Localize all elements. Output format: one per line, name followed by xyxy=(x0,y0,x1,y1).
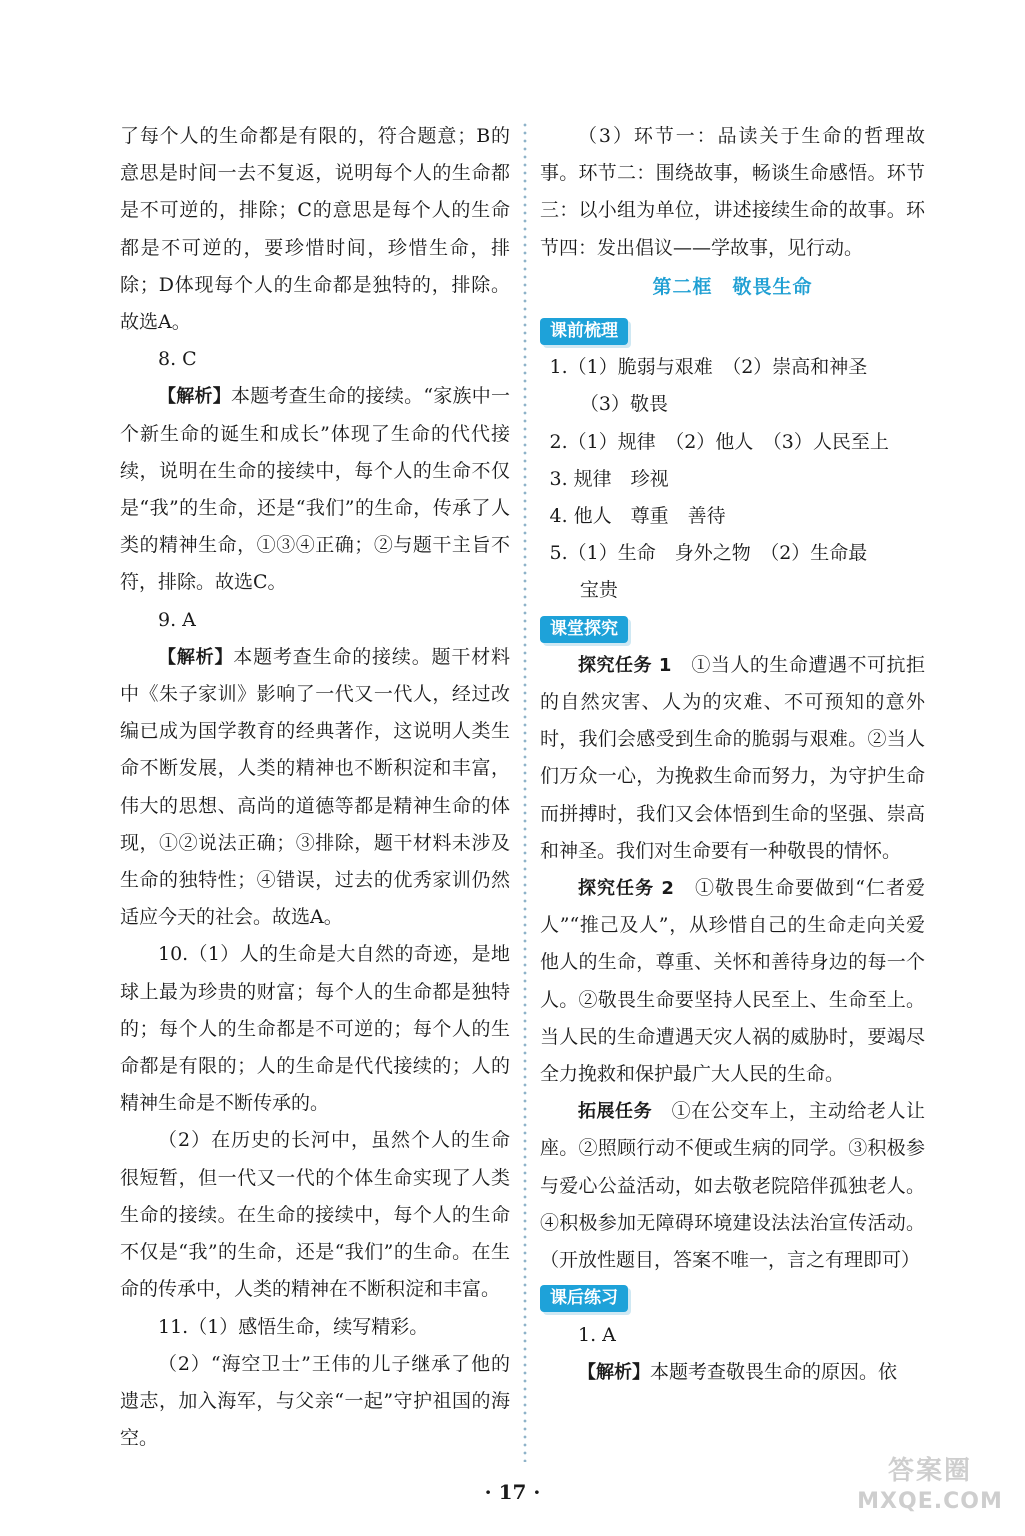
answer-11-3: （3）环节一：品读关于生命的哲理故事。环节二：围绕故事，畅谈生命感悟。环节三：以小组为单位，讲述接续生命的故事。环节四：发出倡议——学故事，见行动。 xyxy=(540,125,925,259)
post-analysis-1 xyxy=(540,1354,925,1391)
task-1-label: 探究任务 1 xyxy=(578,654,672,676)
analysis-tag: 【解析】 xyxy=(158,386,231,408)
answer-7-continued: 了每个人的生命都是有限的，符合题意；B的意思是时间一去不复返，说明每个人的生命都是不可逆的，排除；C的意思是每个人的生命都是不可逆的，要珍惜时间，珍惜生命，排除；D体现每个人的生命都是独特的，排除。故选A。 xyxy=(120,125,510,334)
left-column xyxy=(120,118,510,1457)
answer-11-2: （2）“海空卫士”王伟的儿子继承了他的遗志，加入海军，与父亲“一起”守护祖国的海空。 xyxy=(120,1352,510,1450)
analysis-9-text: 本题考查生命的接续。题干材料中《朱子家训》影响了一代又一代人，经过改编已成为国学教育的经典著作，这说明人类生命不断发展，人类的精神也不断积淀和丰富，伟大的思想、高尚的道德等都是精神生命的体现，①②说法正确；③排除，题干材料未涉及生命的独特性；④错误，过去的优秀家训仍然适应今天的社会。故选A。 xyxy=(120,645,510,929)
column-divider xyxy=(522,122,528,1462)
extension-text: ①在公交车上，主动给老人让座。②照顾行动不便或生病的同学。③积极参与爱心公益活动，如去敬老院陪伴孤独老人。④积极参加无障碍环境建设法法治宣传活动。（开放性题目，答案不唯一，言之有理即可） xyxy=(540,1100,925,1272)
answer-8: 8. C xyxy=(158,348,197,371)
badge-in-class: 课堂探究 xyxy=(540,616,628,643)
analysis-tag: 【解析】 xyxy=(578,1361,650,1383)
analysis-tag: 【解析】 xyxy=(158,646,234,668)
watermark-top: 答案圈 xyxy=(887,1456,972,1486)
task-1-text: ①当人的生命遭遇不可抗拒的自然灾害、人为的灾难、不可预知的意外时，我们会感受到生命的脆弱与艰难。②当人们万众一心，为挽救生命而努力，为守护生命而拼搏时，我们又会体悟到生命的坚强、崇高和神圣。我们对生命要有一种敬畏的情怀。 xyxy=(540,653,925,862)
badge-pre-class: 课前梳理 xyxy=(540,318,628,345)
task-2-text: ①敬畏生命要做到“仁者爱人”“推己及人”，从珍惜自己的生命走向关爱他人的生命，尊重、关怀和善待身边的每一个人。②敬畏生命要坚持人民至上、生命至上。当人民的生命遭遇天灾人祸的威胁时，要竭尽全力挽救和保护最广大人民的生命。 xyxy=(540,877,925,1086)
right-column xyxy=(540,118,925,1391)
watermark-bottom: MXQE.COM xyxy=(857,1489,1003,1514)
answer-11-1: 11.（1）感悟生命，续写精彩。 xyxy=(158,1315,429,1338)
extension-task xyxy=(540,1093,925,1279)
analysis-8-text: 本题考查生命的接续。“家族中一个新生命的诞生和成长”体现了生命的代代接续，说明在生命的接续中，每个人的生命不仅是“我”的生命，还是“我们”的生命，传承了人类的精神生命，①③④正确；②与题干主旨不符，排除。故选C。 xyxy=(120,385,510,594)
task-2-label: 探究任务 2 xyxy=(578,878,674,900)
answer-10-1: 10.（1）人的生命是大自然的奇迹，是地球上最为珍贵的财富；每个人的生命都是独特的；每个人的生命都是不可逆的；每个人的生命都是有限的；人的生命是代代接续的；人的精神生命是不断传承的。 xyxy=(120,943,510,1115)
pre-item-2: 2.（1）规律 （2）他人 （3）人民至上 xyxy=(549,430,889,453)
watermark-logo xyxy=(855,1454,1005,1524)
section-title: 第二框 敬畏生命 xyxy=(652,275,813,298)
pre-item-1b: （3）敬畏 xyxy=(579,393,668,416)
post-analysis-1-text: 本题考查敬畏生命的原因。依 xyxy=(650,1360,898,1383)
task-1 xyxy=(540,647,925,870)
extension-label: 拓展任务 xyxy=(578,1101,653,1123)
pre-item-1: 1.（1）脆弱与艰难 （2）崇高和神圣 xyxy=(549,356,868,379)
task-2 xyxy=(540,870,925,1093)
post-answer-1: 1. A xyxy=(578,1323,616,1346)
answer-9: 9. A xyxy=(158,608,196,631)
pre-item-3: 3. 规律 珍视 xyxy=(549,467,669,490)
pre-item-5b: 宝贵 xyxy=(579,579,618,602)
badge-after-class: 课后练习 xyxy=(540,1285,628,1312)
analysis-8 xyxy=(120,378,510,601)
pre-item-4: 4. 他人 尊重 善待 xyxy=(549,505,726,528)
answer-10-2: （2）在历史的长河中，虽然个人的生命很短暂，但一代又一代的个体生命实现了人类生命的接续。在生命的接续中，每个人的生命不仅是“我”的生命，还是“我们”的生命。在生命的传承中，人类的精神在不断积淀和丰富。 xyxy=(120,1129,510,1301)
page-number: · 17 · xyxy=(484,1480,541,1504)
pre-item-5: 5.（1）生命 身外之物 （2）生命最 xyxy=(549,542,868,565)
analysis-9 xyxy=(120,639,510,937)
